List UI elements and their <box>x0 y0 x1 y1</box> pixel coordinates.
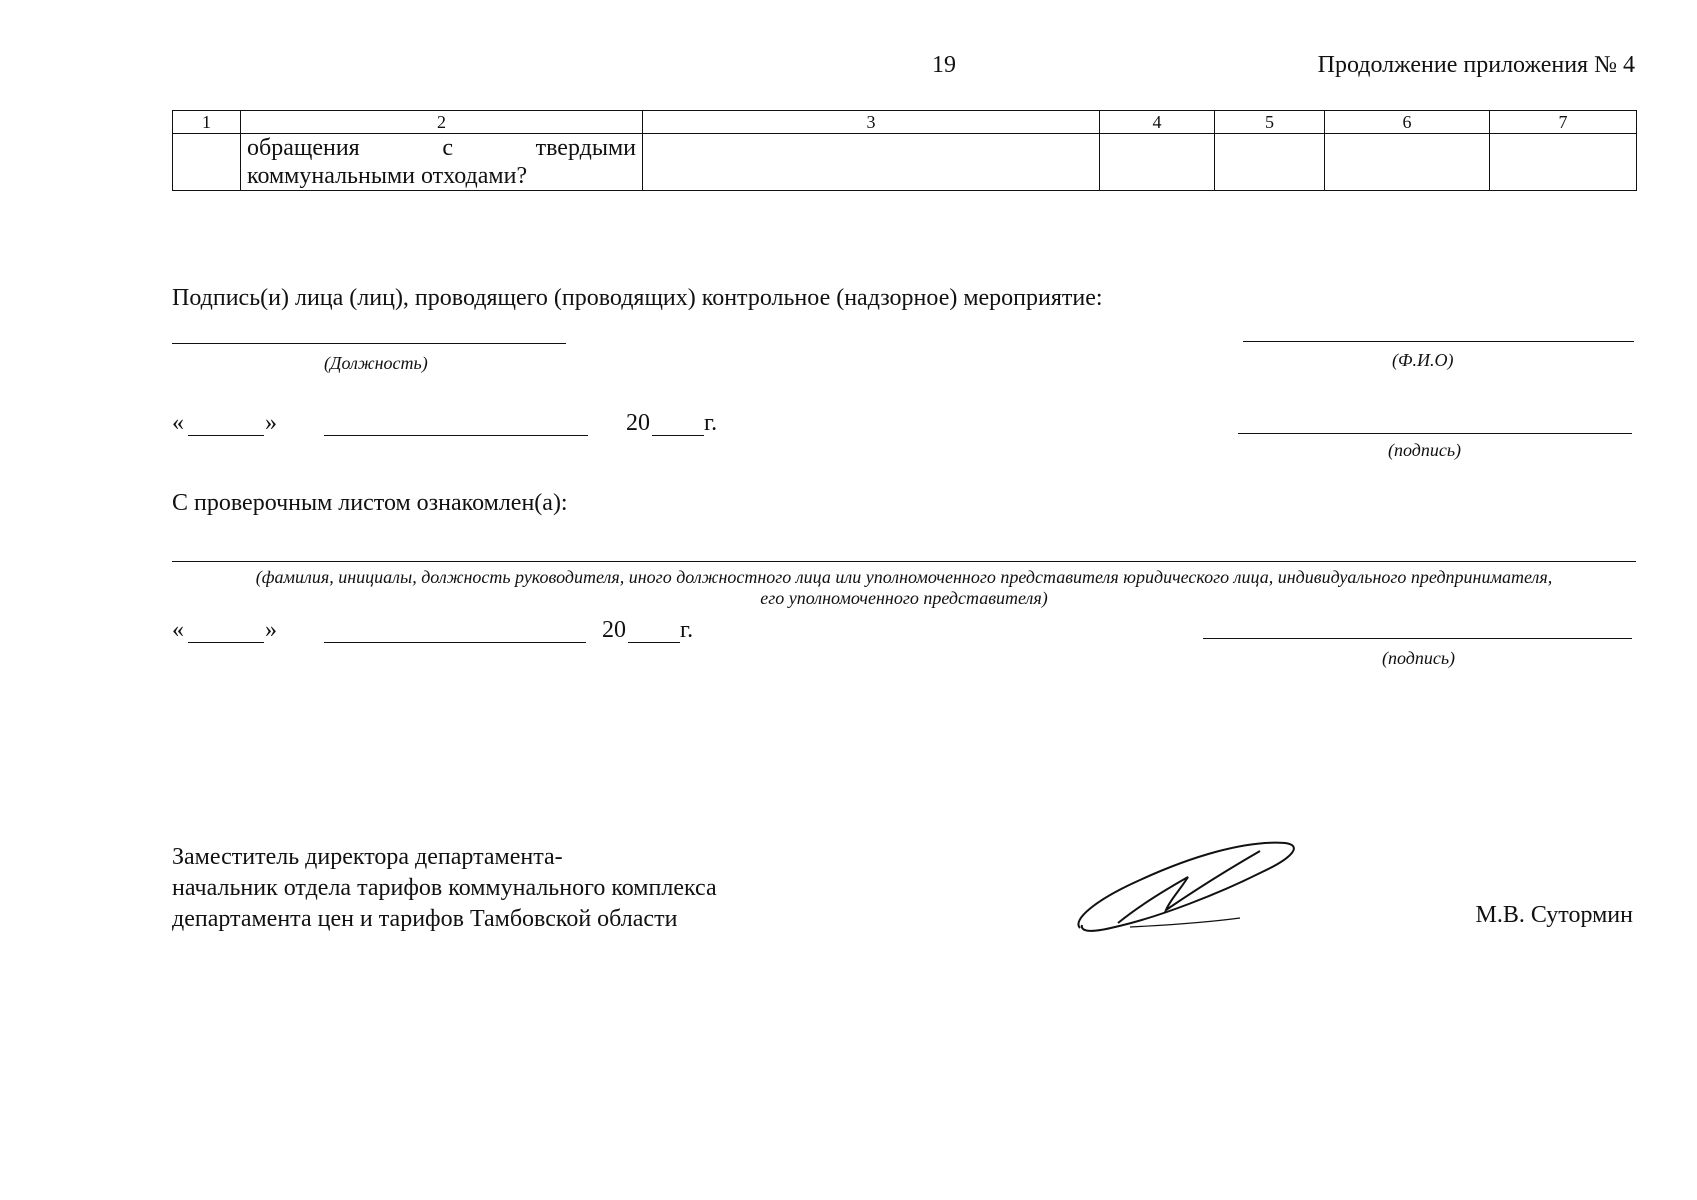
col-header: 4 <box>1100 111 1215 134</box>
ack-day-line <box>188 642 264 643</box>
question-text-line: коммунальными отходами? <box>247 163 528 189</box>
ack-month-line <box>324 642 586 643</box>
ack-year-suffix: г. <box>680 617 694 643</box>
ack-year-prefix: 20 <box>602 617 626 643</box>
signature-line <box>1238 433 1632 434</box>
ack-date-close-quote: » <box>265 617 277 643</box>
year-prefix: 20 <box>626 410 650 436</box>
table-cell <box>1325 134 1490 191</box>
month-line <box>324 435 588 436</box>
signatory-name: М.В. Сутормин <box>1475 902 1633 928</box>
col-header: 3 <box>643 111 1100 134</box>
question-word: обращения <box>247 135 360 161</box>
acknowledgement-title: С проверочным листом ознакомлен(а): <box>172 490 568 516</box>
col-header: 7 <box>1490 111 1637 134</box>
acknowledgement-caption-line2: его уполномоченного представителя) <box>760 588 1048 608</box>
signatory-position-line1: Заместитель директора департамента- <box>172 844 563 870</box>
fio-line <box>1243 341 1634 342</box>
table-cell <box>173 134 241 191</box>
col-header: 6 <box>1325 111 1490 134</box>
acknowledgement-caption <box>172 567 1636 609</box>
checklist-table <box>172 110 1637 191</box>
year-line <box>652 435 704 436</box>
ack-signature-line <box>1203 638 1632 639</box>
table-cell <box>1215 134 1325 191</box>
table-cell <box>1100 134 1215 191</box>
year-suffix: г. <box>704 410 718 436</box>
date-close-quote: » <box>265 410 277 436</box>
position-caption: (Должность) <box>324 353 428 373</box>
ack-year-line <box>628 642 680 643</box>
inspector-signature-title: Подпись(и) лица (лиц), проводящего (проводящих) контрольное (надзорное) мероприятие: <box>172 285 1103 311</box>
signature-caption: (подпись) <box>1388 440 1462 460</box>
acknowledgement-line <box>172 561 1636 562</box>
question-cell <box>241 134 643 191</box>
day-line <box>188 435 264 436</box>
table-header-row <box>173 111 1637 134</box>
signatory-position-line2: начальник отдела тарифов коммунального комплекса <box>172 875 717 901</box>
signatory-position <box>172 842 717 935</box>
signatory-position-line3: департамента цен и тарифов Тамбовской области <box>172 906 678 932</box>
ack-signature-caption: (подпись) <box>1382 648 1456 668</box>
ack-date-open-quote: « <box>172 617 184 643</box>
table-cell <box>1490 134 1637 191</box>
appendix-title: Продолжение приложения № 4 <box>1317 52 1635 78</box>
col-header: 2 <box>241 111 643 134</box>
handwritten-signature <box>1070 835 1310 945</box>
position-line <box>172 343 566 344</box>
fio-caption: (Ф.И.О) <box>1392 350 1454 370</box>
table-row <box>173 134 1637 191</box>
page-number: 19 <box>932 52 956 78</box>
date-open-quote: « <box>172 410 184 436</box>
question-word: с <box>442 135 453 161</box>
col-header: 1 <box>173 111 241 134</box>
table-cell <box>643 134 1100 191</box>
acknowledgement-caption-line1: (фамилия, инициалы, должность руководителя, иного должностного лица или уполномоченного представителя юридического лица, индивидуального предпринимателя, <box>255 567 1553 587</box>
question-word: твердыми <box>535 135 636 161</box>
col-header: 5 <box>1215 111 1325 134</box>
